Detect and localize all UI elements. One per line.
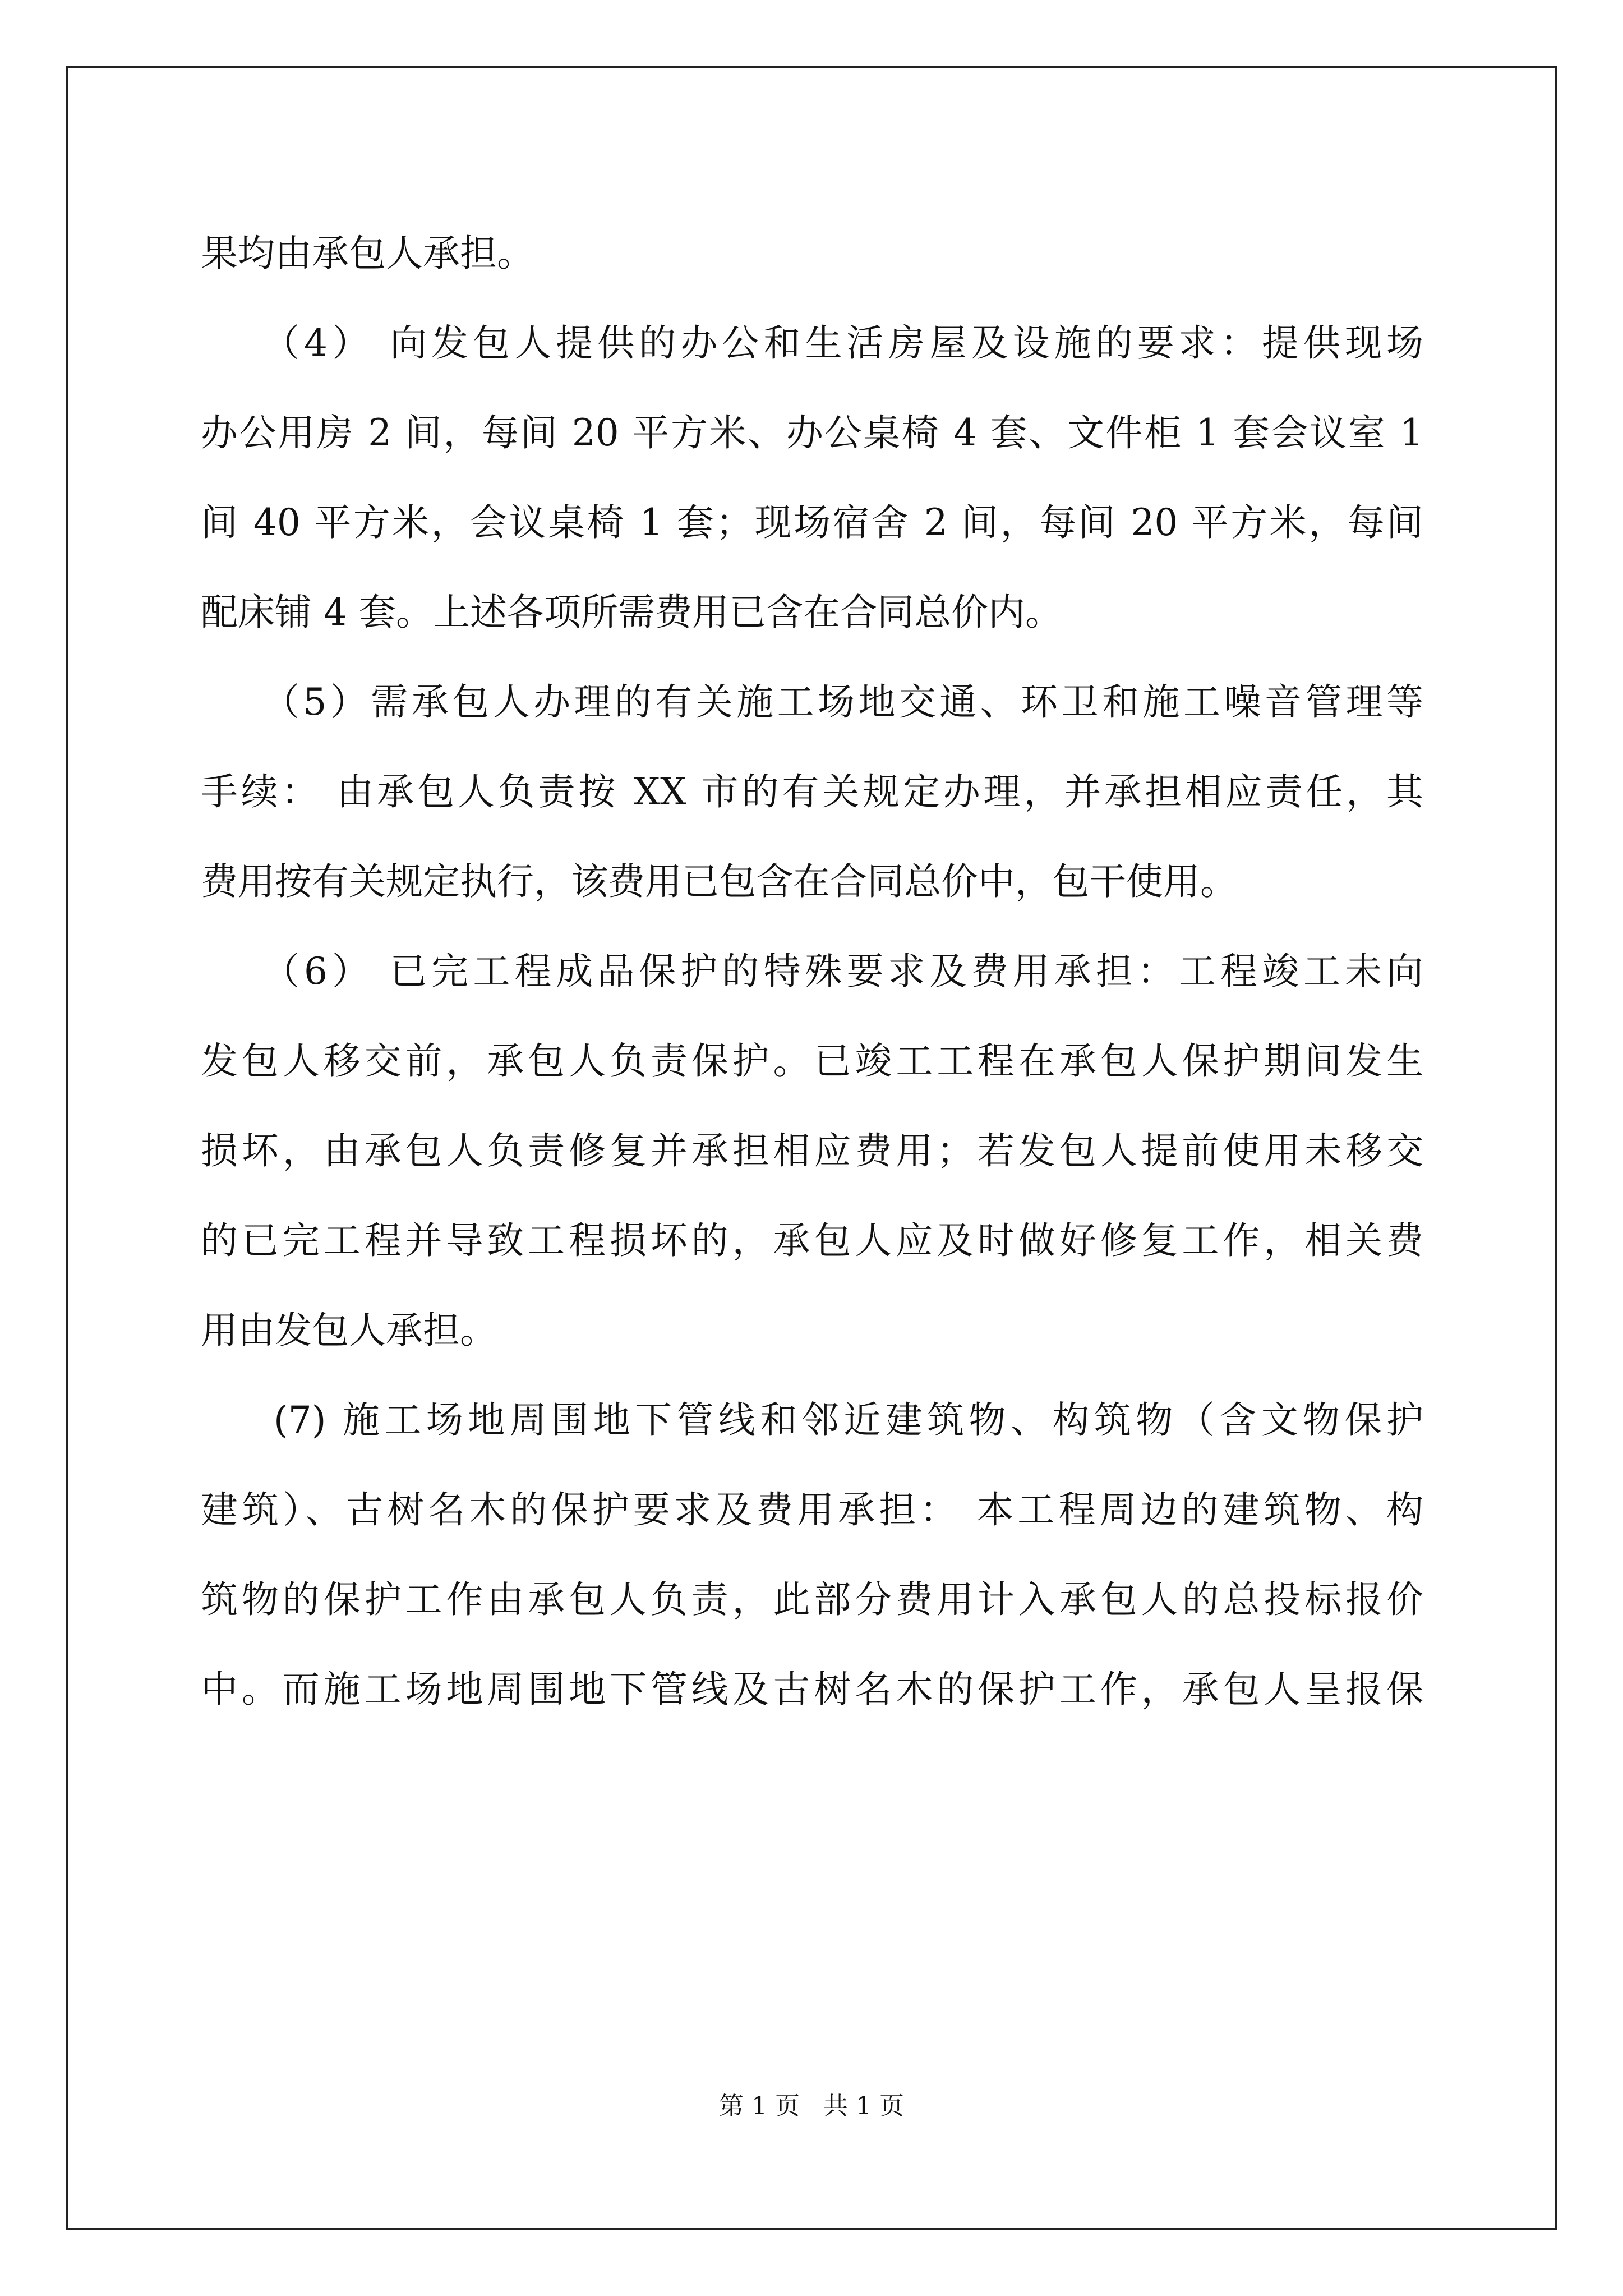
- text-line: 损坏，由承包人负责修复并承担相应费用；若发包人提前使用未移交: [201, 1129, 1423, 1172]
- text-line: （5）需承包人办理的有关施工场地交通、环卫和施工噪音管理等: [262, 680, 1423, 724]
- text-line: 发包人移交前，承包人负责保护。已竣工工程在承包人保护期间发生: [201, 1039, 1423, 1083]
- text-line: （6） 已完工程成品保护的特殊要求及费用承担：工程竣工未向: [262, 950, 1423, 993]
- text-line: 筑物的保护工作由承包人负责，此部分费用计入承包人的总投标报价: [201, 1578, 1423, 1621]
- page-number: 第 1 页 共 1 页: [719, 2092, 904, 2120]
- text-line: 用由发包人承担。: [201, 1309, 497, 1352]
- text-line: 果均由承包人承担。: [201, 232, 534, 275]
- document-body: [201, 209, 1423, 1734]
- text-line: (7) 施工场地周围地下管线和邻近建筑物、构筑物（含文物保护: [274, 1398, 1423, 1442]
- page-footer: [0, 2090, 1623, 2123]
- text-line: 建筑）、古树名木的保护要求及费用承担： 本工程周边的建筑物、构: [201, 1488, 1423, 1531]
- text-line: 间 40 平方米，会议桌椅 1 套；现场宿舍 2 间，每间 20 平方米，每间: [201, 501, 1423, 544]
- text-line: （4） 向发包人提供的办公和生活房屋及设施的要求：提供现场: [262, 321, 1423, 365]
- text-line: 中。而施工场地周围地下管线及古树名木的保护工作，承包人呈报保: [201, 1668, 1423, 1711]
- text-line: 费用按有关规定执行，该费用已包含在合同总价中，包干使用。: [201, 860, 1237, 903]
- text-line: 手续： 由承包人负责按 XX 市的有关规定办理，并承担相应责任，其: [201, 770, 1423, 813]
- text-line: 配床铺 4 套。上述各项所需费用已含在合同总价内。: [201, 591, 1062, 634]
- text-line: 办公用房 2 间，每间 20 平方米、办公桌椅 4 套、文件柜 1 套会议室 1: [201, 411, 1423, 454]
- text-line: 的已完工程并导致工程损坏的，承包人应及时做好修复工作，相关费: [201, 1219, 1423, 1262]
